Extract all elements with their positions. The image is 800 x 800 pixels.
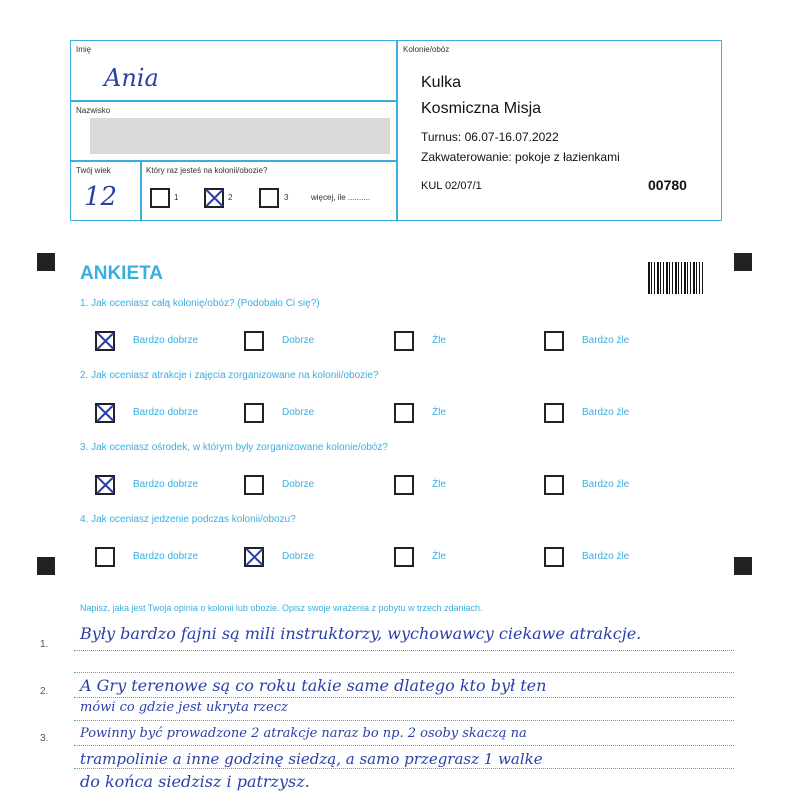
question-3-checkbox-dobrze[interactable] xyxy=(244,475,264,495)
question-2-checkbox-zle[interactable] xyxy=(394,403,414,423)
question-2-checkbox-bardzo-zle[interactable] xyxy=(544,403,564,423)
ktory-raz-checkbox-2[interactable] xyxy=(204,188,224,208)
question-1-checkbox-bardzo-dobrze[interactable] xyxy=(95,331,115,351)
question-1-option-bardzo-zle: Bardzo źle xyxy=(582,335,630,346)
question-3-option-dobrze: Dobrze xyxy=(282,479,315,490)
question-1-checkbox-zle[interactable] xyxy=(394,331,414,351)
question-3-option-zle: Źle xyxy=(432,479,446,490)
handwritten-line-4: Powinny być prowadzone 2 atrakcje naraz bo np. 2 osoby skaczą na xyxy=(80,726,527,741)
writing-line xyxy=(74,672,734,673)
handwritten-line-3: mówi co gdzie jest ukryta rzecz xyxy=(80,700,288,715)
imie-label: Imię xyxy=(76,45,92,54)
question-4-option-bardzo-zle: Bardzo źle xyxy=(582,551,630,562)
form-number: 00780 xyxy=(648,177,687,193)
registration-marker-top-left xyxy=(37,253,55,271)
writing-line xyxy=(74,697,734,698)
line-number-1: 1. xyxy=(40,639,49,650)
question-1-checkbox-bardzo-zle[interactable] xyxy=(544,331,564,351)
ktory-raz-option-more: więcej, ile .......... xyxy=(311,193,371,202)
question-2-option-bardzo-dobrze: Bardzo dobrze xyxy=(133,407,199,418)
question-2-checkbox-bardzo-dobrze[interactable] xyxy=(95,403,115,423)
header-divider-age xyxy=(70,160,397,162)
question-3-checkbox-bardzo-zle[interactable] xyxy=(544,475,564,495)
handwritten-line-2: A Gry terenowe są co roku takie same dlatego kto był ten xyxy=(80,676,547,695)
line-number-3: 3. xyxy=(40,733,49,744)
question-4-checkbox-bardzo-dobrze[interactable] xyxy=(95,547,115,567)
ktory-raz-option-1: 1 xyxy=(174,193,179,202)
camp-name: Kulka xyxy=(421,74,462,91)
handwritten-line-6: do końca siedzisz i patrzysz. xyxy=(80,772,310,791)
registration-marker-bottom-right xyxy=(734,557,752,575)
line-number-2: 2. xyxy=(40,686,49,697)
question-1-option-bardzo-dobrze: Bardzo dobrze xyxy=(133,335,199,346)
writing-line xyxy=(74,745,734,746)
question-3-text: 3. Jak oceniasz ośrodek, w którym były zorganizowane kolonie/obóz? xyxy=(80,442,388,453)
age-divider-vertical xyxy=(140,160,142,220)
question-1-checkbox-dobrze[interactable] xyxy=(244,331,264,351)
question-2-option-zle: Źle xyxy=(432,407,446,418)
question-3-option-bardzo-dobrze: Bardzo dobrze xyxy=(133,479,199,490)
question-4-option-dobrze: Dobrze xyxy=(282,551,315,562)
nazwisko-label: Nazwisko xyxy=(76,106,111,115)
registration-marker-bottom-left xyxy=(37,557,55,575)
question-1-text: 1. Jak oceniasz całą kolonię/obóz? (Podobało Ci się?) xyxy=(80,298,320,309)
writing-line xyxy=(74,720,734,721)
ktory-raz-checkbox-1[interactable] xyxy=(150,188,170,208)
writing-line xyxy=(74,768,734,769)
question-4-option-zle: Źle xyxy=(432,551,446,562)
barcode xyxy=(648,262,703,294)
writing-line xyxy=(74,650,734,651)
nazwisko-redacted xyxy=(90,118,390,154)
imie-value[interactable]: Ania xyxy=(104,64,159,92)
turnus: Turnus: 06.07-16.07.2022 xyxy=(421,130,559,144)
question-2-option-dobrze: Dobrze xyxy=(282,407,315,418)
registration-marker-top-right xyxy=(734,253,752,271)
camp-title: Kosmiczna Misja xyxy=(421,100,542,117)
ktory-raz-option-3: 3 xyxy=(284,193,289,202)
ktory-raz-label: Który raz jesteś na kolonii/obozie? xyxy=(146,166,268,175)
zakwaterowanie: Zakwaterowanie: pokoje z łazienkami xyxy=(421,150,620,164)
question-4-text: 4. Jak oceniasz jedzenie podczas kolonii/obozu? xyxy=(80,514,296,525)
camp-code: KUL 02/07/1 xyxy=(421,180,482,192)
question-3-checkbox-bardzo-dobrze[interactable] xyxy=(95,475,115,495)
question-4-checkbox-bardzo-zle[interactable] xyxy=(544,547,564,567)
question-1-option-zle: Źle xyxy=(432,335,446,346)
wiek-value[interactable]: 12 xyxy=(84,182,118,212)
question-4-checkbox-zle[interactable] xyxy=(394,547,414,567)
wiek-label: Twój wiek xyxy=(76,166,111,175)
question-2-checkbox-dobrze[interactable] xyxy=(244,403,264,423)
kolonie-label: Kolonie/obóz xyxy=(403,45,450,54)
question-4-checkbox-dobrze[interactable] xyxy=(244,547,264,567)
ktory-raz-checkbox-3[interactable] xyxy=(259,188,279,208)
handwritten-line-5: trampolinie a inne godzinę siedzą, a samo przegrasz 1 walke xyxy=(80,750,543,768)
question-4-option-bardzo-dobrze: Bardzo dobrze xyxy=(133,551,199,562)
header-divider-name xyxy=(70,100,397,102)
question-3-checkbox-zle[interactable] xyxy=(394,475,414,495)
question-1-option-dobrze: Dobrze xyxy=(282,335,315,346)
question-3-option-bardzo-zle: Bardzo źle xyxy=(582,479,630,490)
question-2-text: 2. Jak oceniasz atrakcje i zajęcia zorganizowane na kolonii/obozie? xyxy=(80,370,379,381)
ktory-raz-option-2: 2 xyxy=(228,193,233,202)
opinion-prompt: Napisz, jaka jest Twoja opinia o kolonii lub obozie. Opisz swoje wrażenia z pobytu w trzech zdaniach. xyxy=(80,603,483,613)
question-2-option-bardzo-zle: Bardzo źle xyxy=(582,407,630,418)
survey-title: ANKIETA xyxy=(80,263,164,284)
header-divider-vertical xyxy=(396,40,398,220)
handwritten-line-1: Były bardzo fajni są mili instruktorzy, wychowawcy ciekawe atrakcje. xyxy=(80,624,642,643)
